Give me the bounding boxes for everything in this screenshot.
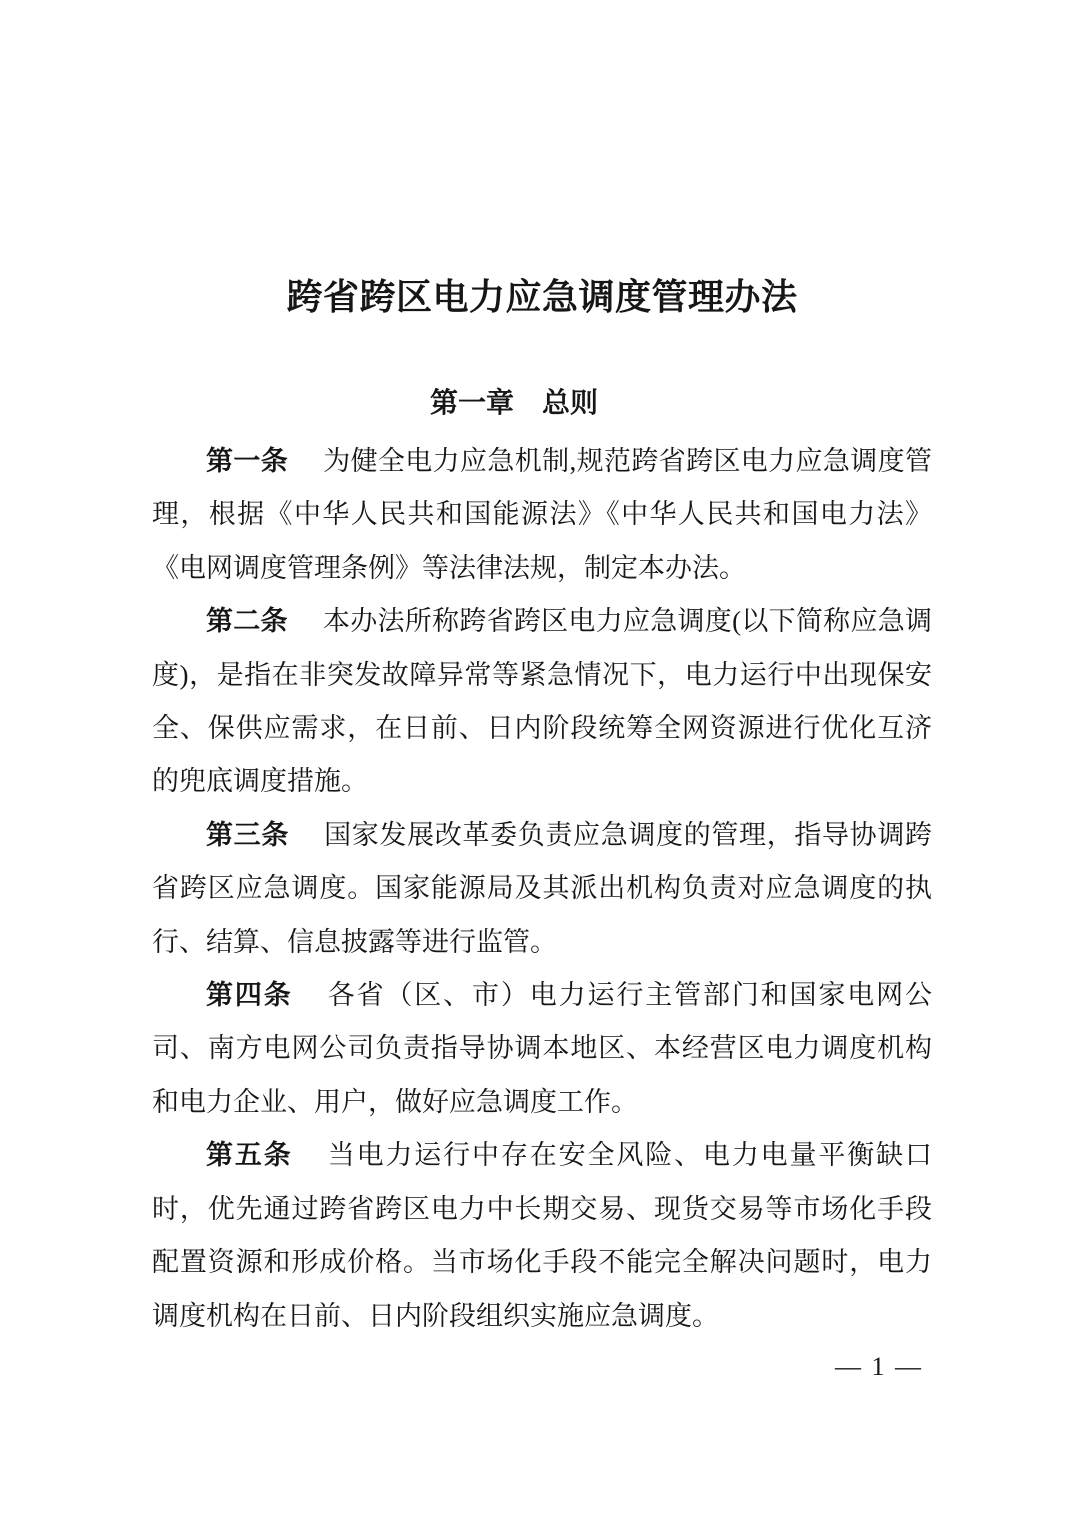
- article-2-text: 本办法所称跨省跨区电力应急调度(以下简称应急调度)，是指在非突发故障异常等紧急情况下，电力运行中出现保安全、保供应需求，在日前、日内阶段统筹全网资源进行优化互济的兜底调度措施。: [152, 606, 933, 797]
- chapter-heading: 第一章 总则: [429, 387, 598, 418]
- article-paragraph-2: [152, 595, 932, 809]
- article-4-label: 第四条: [206, 980, 293, 1011]
- article-3-label: 第三条: [206, 819, 289, 850]
- document-title: 跨省跨区电力应急调度管理办法: [286, 276, 798, 317]
- article-paragraph-1: [152, 435, 932, 595]
- article-paragraph-5: [152, 1129, 932, 1343]
- article-paragraph-4: [152, 969, 932, 1129]
- article-3-text: 国家发展改革委负责应急调度的管理，指导协调跨省跨区应急调度。国家能源局及其派出机构负责对应急调度的执行、结算、信息披露等进行监管。: [152, 819, 933, 957]
- article-1-label: 第一条: [206, 446, 289, 476]
- article-1-text: 为健全电力应急机制,规范跨省跨区电力应急调度管理，根据《中华人民共和国能源法》《中华人民共和国电力法》《电网调度管理条例》等法律法规，制定本办法。: [152, 446, 933, 583]
- page-number: — 1 —: [835, 1352, 923, 1381]
- article-5-label: 第五条: [206, 1140, 293, 1171]
- article-5-text: 当电力运行中存在安全风险、电力电量平衡缺口时，优先通过跨省跨区电力中长期交易、现货交易等市场化手段配置资源和形成价格。当市场化手段不能完全解决问题时，电力调度机构在日前、日内阶段组织实施应急调度。: [152, 1140, 933, 1331]
- article-2-label: 第二条: [206, 606, 288, 637]
- article-paragraph-3: [152, 809, 932, 969]
- article-4-text: 各省（区、市）电力运行主管部门和国家电网公司、南方电网公司负责指导协调本地区、本经营区电力调度机构和电力企业、用户，做好应急调度工作。: [152, 980, 933, 1117]
- document-body: [152, 435, 932, 1343]
